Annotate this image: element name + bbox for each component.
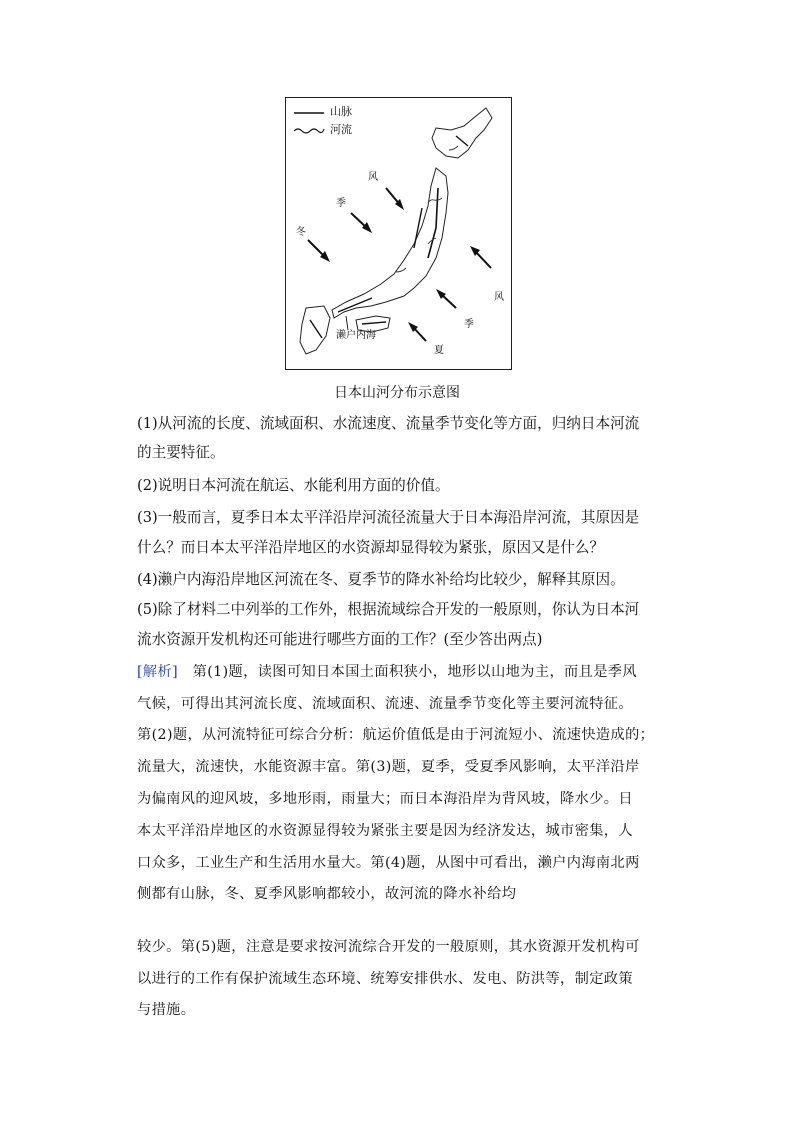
summer-wind-label-3: 夏 bbox=[434, 345, 444, 356]
analysis-first-line bbox=[137, 662, 637, 682]
question-line: 什么？而日本太平洋沿岸地区的水资源却显得较为紧张，原因又是什么？ bbox=[137, 539, 605, 556]
analysis-line: 本太平洋沿岸地区的水资源显得较为紧张主要是因为经济发达，城市密集，人 bbox=[137, 823, 633, 839]
summer-wind-label-2: 季 bbox=[464, 319, 474, 330]
analysis-first-text: 第(1)题，读图可知日本国土面积狭小，地形以山地为主，而且是季风 bbox=[178, 664, 637, 680]
legend-river-label: 河流 bbox=[330, 123, 352, 136]
question-line: 的主要特征。 bbox=[137, 444, 225, 461]
inland-sea-label: 濑户内海 bbox=[336, 330, 376, 341]
legend-mountain-label: 山脉 bbox=[330, 105, 352, 118]
honshu-outline bbox=[332, 168, 448, 318]
summer-wind-label-1: 风 bbox=[494, 292, 504, 303]
question-line: (3)一般而言，夏季日本太平洋沿岸河流径流量大于日本海沿岸河流，其原因是 bbox=[137, 509, 640, 526]
japan-map-drawing bbox=[286, 98, 513, 371]
analysis-continued-line: 与措施。 bbox=[137, 1002, 196, 1018]
hokkaido-outline bbox=[432, 108, 492, 158]
question-line: (4)濑户内海沿岸地区河流在冬、夏季节的降水补给均比较少，解释其原因。 bbox=[137, 571, 625, 588]
analysis-tag: [解析] bbox=[137, 664, 179, 680]
analysis-line: 第(2)题，从河流特征可综合分析：航运价值低是由于河流短小、流速快造成的； bbox=[137, 727, 655, 743]
winter-wind-label-3: 冬 bbox=[296, 227, 306, 238]
analysis-line: 流量大，流速快，水能资源丰富。第(3)题，夏季，受夏季风影响，太平洋沿岸 bbox=[137, 759, 640, 775]
figure-caption: 日本山河分布示意图 bbox=[334, 385, 460, 401]
analysis-line: 为偏南风的迎风坡，多地形雨，雨量大；而日本海沿岸为背风坡，降水少。日 bbox=[137, 791, 633, 807]
analysis-line: 气候，可得出其河流长度、流域面积、流速、流量季节变化等主要河流特征。 bbox=[137, 696, 633, 712]
question-line: 流水资源开发机构还可能进行哪些方面的工作？(至少答出两点) bbox=[137, 631, 543, 648]
legend-river-symbol bbox=[294, 129, 324, 133]
analysis-continued-line: 较少。第(5)题，注意是要求按河流综合开发的一般原则，其水资源开发机构可 bbox=[137, 939, 640, 955]
analysis-continued-line: 以进行的工作有保护流域生态环境、统筹安排供水、发电、防洪等，制定政策 bbox=[137, 971, 633, 987]
question-line: (2)说明日本河流在航运、水能利用方面的价值。 bbox=[137, 477, 450, 494]
question-line: (1)从河流的长度、流域面积、水流速度、流量季节变化等方面，归纳日本河流 bbox=[137, 415, 640, 432]
question-line: (5)除了材料二中列举的工作外，根据流域综合开发的一般原则，你认为日本河 bbox=[137, 601, 640, 618]
kyushu-outline bbox=[300, 306, 330, 354]
analysis-line: 侧都有山脉，冬、夏季风影响都较小，故河流的降水补给均 bbox=[137, 886, 517, 902]
analysis-line: 口众多，工业生产和生活用水量大。第(4)题，从图中可看出，濑户内海南北两 bbox=[137, 855, 640, 871]
winter-wind-label-1: 风 bbox=[368, 172, 378, 183]
japan-map-figure bbox=[285, 97, 512, 370]
winter-wind-label-2: 季 bbox=[336, 198, 346, 209]
